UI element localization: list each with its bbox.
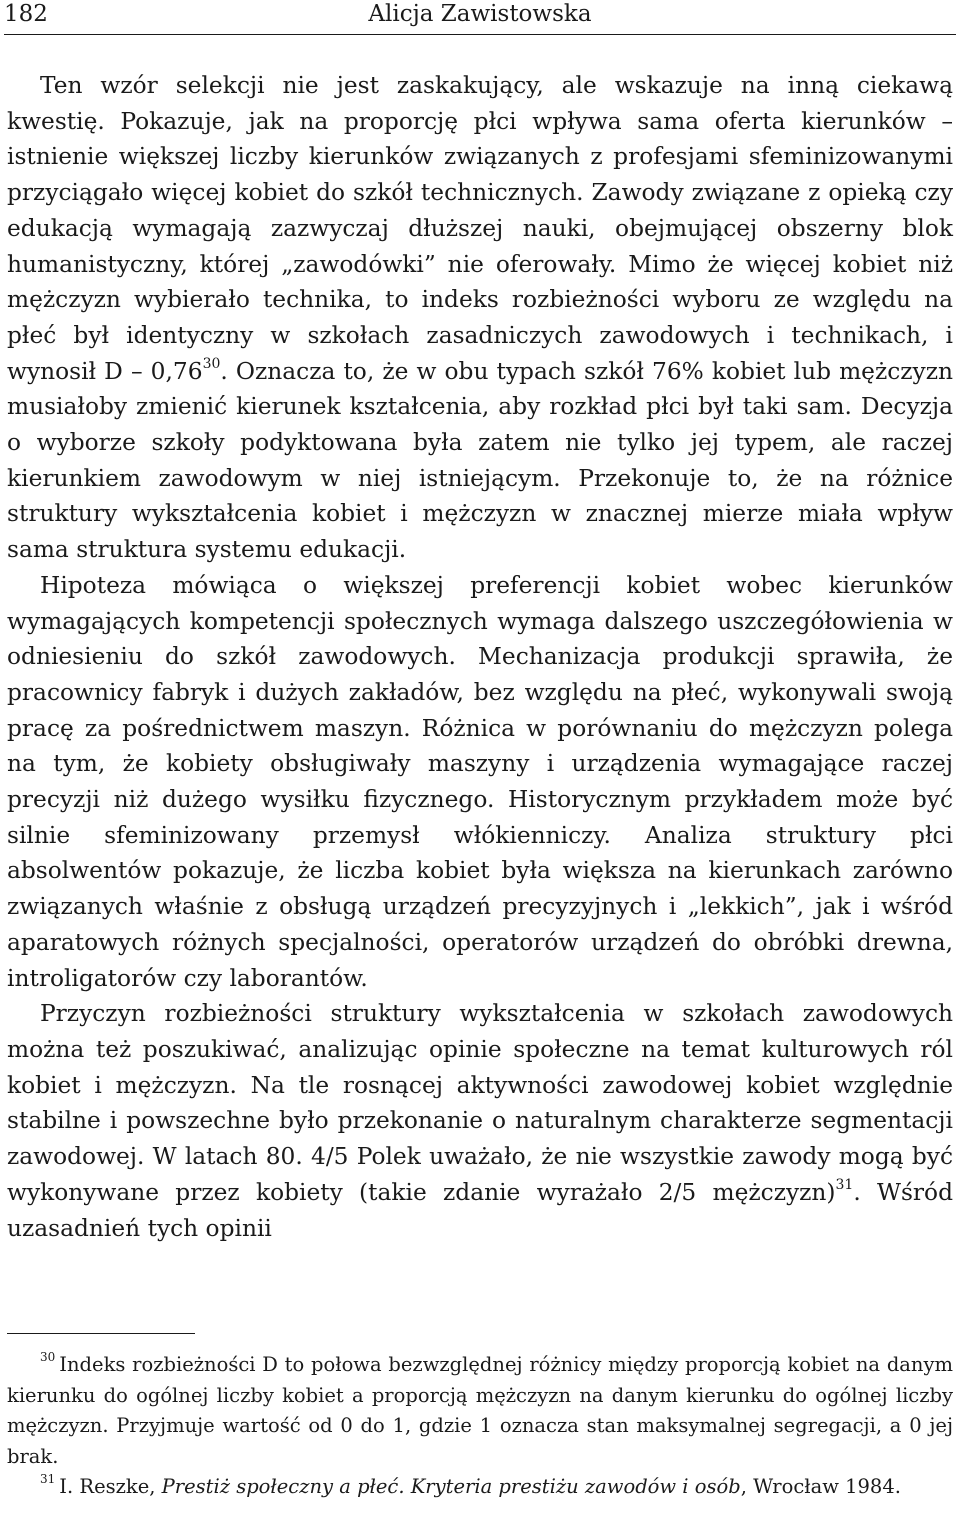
footnote-31 [7, 1472, 953, 1503]
paragraph-3-part-b: . Wśród uzasadnień tych opinii [7, 1178, 953, 1242]
page-header [0, 0, 960, 36]
paragraph-1-part-a: Ten wzór selekcji nie jest zaskakujący, ale wskazuje na inną ciekawą kwestię. Pokazuje, jak na proporcję płci wpływa sama oferta kierunków – istnienie większej liczby kierunków związanych z profesjami sfeminizowanymi przyciągało więcej kobiet do szkół technicznych. Zawody związane z opieką czy edukacją wymagają zazwyczaj dłuższej nauki, obejmującej obszerny blok humanistyczny, której „zawodówki” nie oferowały. Mimo że więcej kobiet niż mężczyzn wybierało technika, to indeks rozbieżności wyboru ze względu na płeć był identyczny w szkołach zasadniczych zawodowych i technikach, i wynosił D – 0,76 [7, 72, 953, 385]
footnote-31-author: I. Reszke, [59, 1475, 156, 1498]
footnote-30 [7, 1350, 953, 1472]
running-head: Alicja Zawistowska [368, 1, 592, 27]
footnote-30-text: Indeks rozbieżności D to połowa bezwzględnej różnicy między proporcją kobiet na danym kierunku do ogólnej liczby kobiet a proporcją mężczyzn na danym kierunku do ogólnej liczby mężczyzn. Przyjmuje wartość od 0 do 1, gdzie 1 oznacza stan maksymalnej segregacji, a 0 jej brak. [7, 1353, 953, 1468]
paragraph-2: Hipoteza mówiąca o większej preferencji kobiet wobec kierunków wymagających kompetencji społecznych wymaga dalszego uszczegółowienia w odniesieniu do szkół zawodowych. Mechanizacja produkcji sprawiła, że pracownicy fabryk i dużych zakładów, bez względu na płeć, wykonywali swoją pracę za pośrednictwem maszyn. Różnica w porównaniu do mężczyzn polega na tym, że kobiety obsługiwały maszyny i urządzenia wymagające raczej precyzji niż dużego wysiłku fizycznego. Historycznym przykładem może być silnie sfeminizowany przemysł włókienniczy. Analiza struktury płci absolwentów pokazuje, że liczba kobiet była większa na kierunkach zarówno związanych właśnie z obsługą urządzeń precyzyjnych i „lekkich”, jak i wśród aparatowych różnych specjalności, operatorów urządzeń do obróbki drewna, introligatorów czy laborantów. [7, 571, 953, 992]
paragraph-3-part-a: Przyczyn rozbieżności struktury wykształcenia w szkołach zawodowych można też poszukiwać, analizując opinie społeczne na temat kulturowych ról kobiet i mężczyzn. Na tle rosnącej aktywności zawodowej kobiet względnie stabilne i powszechne było przekonanie o naturalnym charakterze segmentacji zawodowej. W latach 80. 4/5 Polek uważało, że nie wszystkie zawody mogą być wykonywane przez kobiety (takie zdanie wyrażało 2/5 mężczyzn) [7, 1000, 953, 1206]
footnote-ref-30[interactable]: 30 [202, 355, 221, 372]
footnote-31-rest: , Wrocław 1984. [740, 1475, 901, 1498]
footnote-rule [7, 1333, 195, 1334]
header-rule [4, 34, 956, 35]
paragraph-1 [7, 68, 953, 568]
footnote-30-number: 30 [40, 1349, 56, 1364]
paragraph-1-part-b: . Oznacza to, że w obu typach szkół 76% kobiet lub mężczyzn musiałoby zmienić kierunek kształcenia, aby rozkład płci był taki sam. Decyzja o wyborze szkoły podyktowana była zatem nie tylko jej typem, ale raczej kierunkiem zawodowym w niej istniejącym. Przekonuje to, że na różnice struktury wykształcenia kobiet i mężczyzn w znacznej mierze miała wpływ sama struktura systemu edukacji. [7, 357, 953, 564]
footnote-31-number: 31 [40, 1471, 56, 1486]
footnotes [7, 1350, 953, 1503]
footnote-ref-31[interactable]: 31 [835, 1177, 854, 1194]
main-text [7, 68, 953, 1246]
footnote-31-title: Prestiż społeczny a płeć. Kryteria prestiżu zawodów i osób [161, 1475, 741, 1498]
page-number: 182 [4, 1, 48, 27]
paragraph-3 [7, 996, 953, 1246]
